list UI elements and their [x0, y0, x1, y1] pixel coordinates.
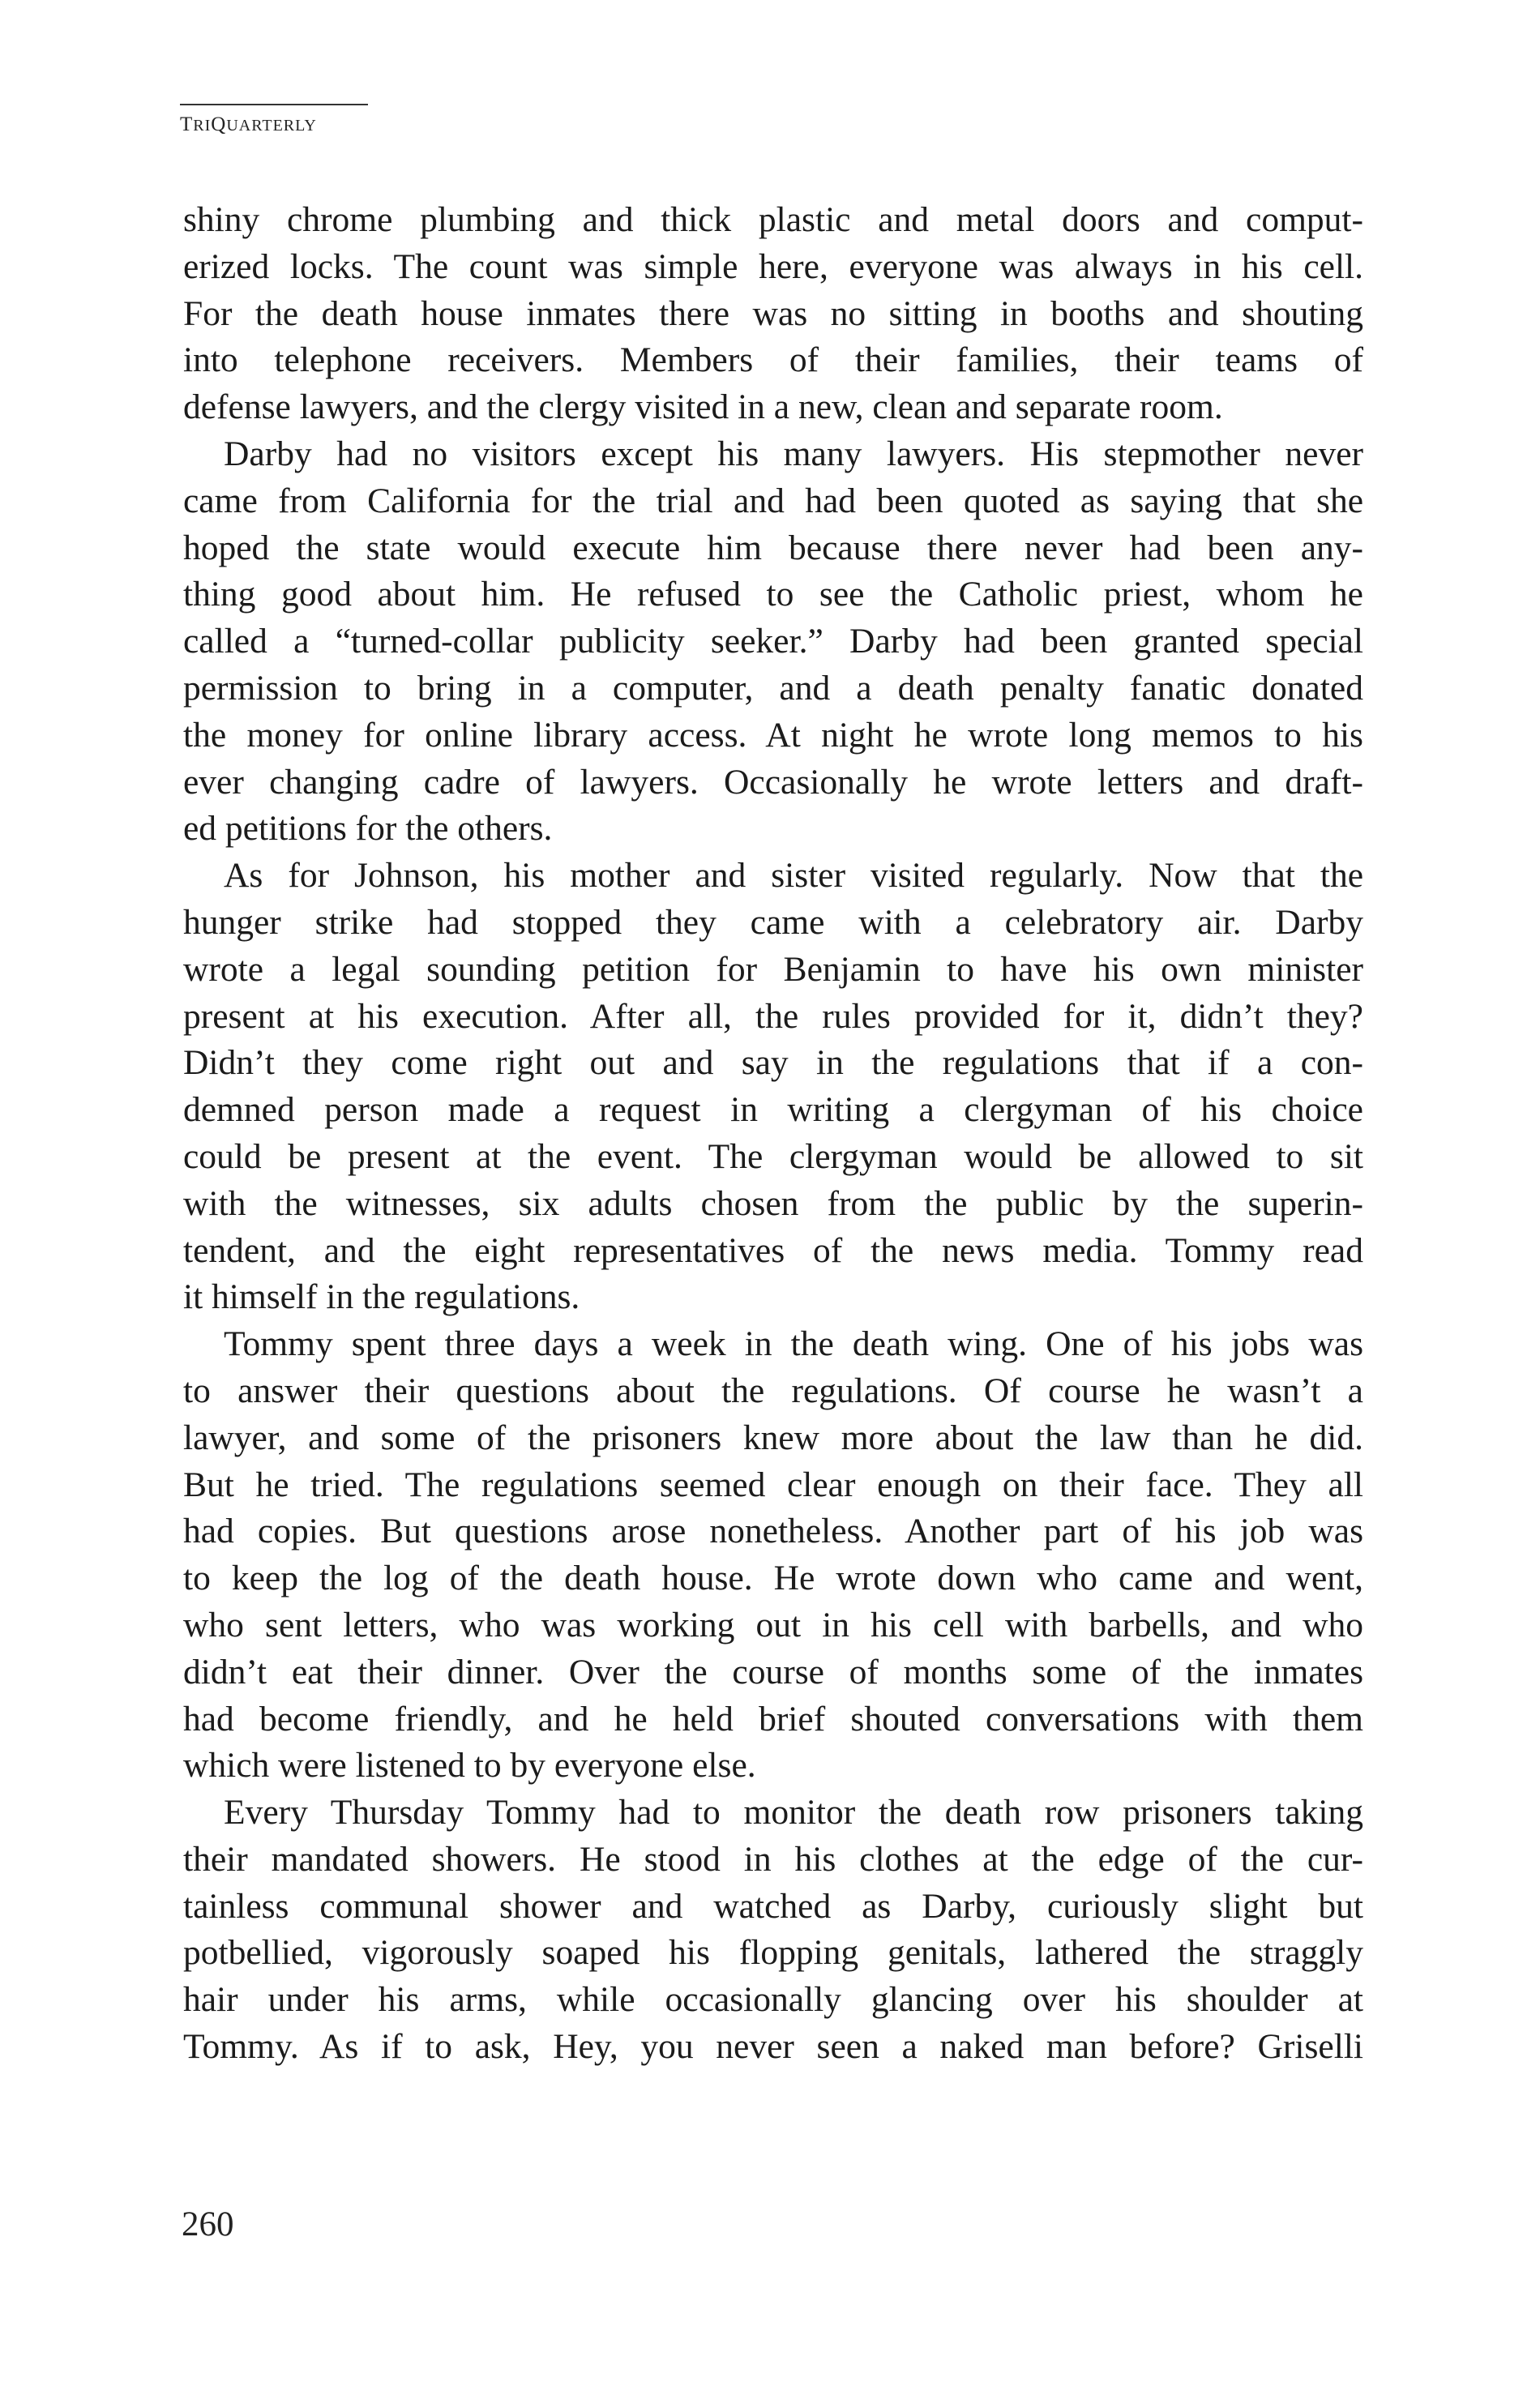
text-line: defense lawyers, and the clergy visited in a new, clean and separate room. — [183, 387, 1223, 427]
text-line: to keep the log of the death house. He wrote down who came and went, — [183, 1559, 1363, 1598]
text-line: ed petitions for the others. — [183, 809, 553, 849]
text-line: lawyer, and some of the prisoners knew more about the law than he did. — [183, 1418, 1363, 1457]
text-line: hunger strike had stopped they came with a celebratory air. Darby — [183, 902, 1363, 942]
text-line: came from California for the trial and had been quoted as saying that she — [183, 481, 1363, 520]
text-line: For the death house inmates there was no sitting in booths and shouting — [183, 293, 1363, 333]
text-line: But he tried. The regulations seemed clear enough on their face. They all — [183, 1465, 1363, 1504]
header-rule — [180, 104, 368, 105]
text-line: hoped the state would execute him because there never had been any- — [183, 528, 1363, 567]
text-line: called a “turned-collar publicity seeker.” Darby had been granted special — [183, 622, 1363, 661]
running-head-tail: UARTERLY — [226, 117, 317, 135]
text-line: to answer their questions about the regulations. Of course he wasn’t a — [183, 1371, 1363, 1410]
text-line: Tommy spent three days a week in the death wing. One of his jobs was — [224, 1324, 1363, 1364]
text-line: who sent letters, who was working out in his cell with barbells, and who — [183, 1605, 1363, 1645]
running-head-rest: RI — [193, 117, 212, 135]
text-line: thing good about him. He refused to see the Catholic priest, whom he — [183, 575, 1363, 614]
text-line: Darby had no visitors except his many lawyers. His stepmother never — [224, 434, 1363, 473]
text-line: erized locks. The count was simple here, everyone was always in his cell. — [183, 246, 1363, 286]
text-line: had become friendly, and he held brief shouted conversations with them — [183, 1699, 1363, 1739]
text-line: had copies. But questions arose nonetheless. Another part of his job was — [183, 1512, 1363, 1551]
text-line: Tommy. As if to ask, Hey, you never seen a naked man before? Griselli — [183, 2027, 1363, 2067]
text-line: shiny chrome plumbing and thick plastic and metal doors and comput- — [183, 200, 1363, 239]
text-line: Didn’t they come right out and say in the regulations that if a con- — [183, 1043, 1363, 1083]
text-line: their mandated showers. He stood in his clothes at the edge of the cur- — [183, 1839, 1363, 1879]
text-line: could be present at the event. The clergyman would be allowed to sit — [183, 1136, 1363, 1176]
text-line: potbellied, vigorously soaped his flopping genitals, lathered the straggly — [183, 1933, 1363, 1973]
text-line: didn’t eat their dinner. Over the course of months some of the inmates — [183, 1652, 1363, 1692]
text-line: permission to bring in a computer, and a death penalty fanatic donated — [183, 668, 1363, 708]
page-number: 260 — [182, 2205, 234, 2243]
text-line: into telephone receivers. Members of their families, their teams of — [183, 340, 1363, 380]
text-line: tainless communal shower and watched as Darby, curiously slight but — [183, 1886, 1363, 1926]
text-line: tendent, and the eight representatives of the news media. Tommy read — [183, 1230, 1363, 1270]
text-line: present at his execution. After all, the rules provided for it, didn’t they? — [183, 996, 1363, 1036]
text-line: As for Johnson, his mother and sister visited regularly. Now that the — [224, 856, 1363, 896]
text-line: demned person made a request in writing a clergyman of his choice — [183, 1090, 1363, 1130]
text-line: with the witnesses, six adults chosen from the public by the superin- — [183, 1183, 1363, 1223]
text-line: the money for online library access. At night he wrote long memos to his — [183, 715, 1363, 755]
running-head-q: Q — [211, 113, 227, 135]
text-line: hair under his arms, while occasionally glancing over his shoulder at — [183, 1980, 1363, 2020]
body-text — [183, 197, 1363, 2071]
text-line: Every Thursday Tommy had to monitor the death row prisoners taking — [224, 1793, 1363, 1833]
text-line: it himself in the regulations. — [183, 1277, 580, 1317]
text-line: which were listened to by everyone else. — [183, 1746, 756, 1786]
text-line: wrote a legal sounding petition for Benjamin to have his own minister — [183, 949, 1363, 989]
running-head — [180, 113, 317, 136]
running-head-initial: T — [180, 113, 194, 135]
text-line: ever changing cadre of lawyers. Occasionally he wrote letters and draft- — [183, 762, 1363, 802]
